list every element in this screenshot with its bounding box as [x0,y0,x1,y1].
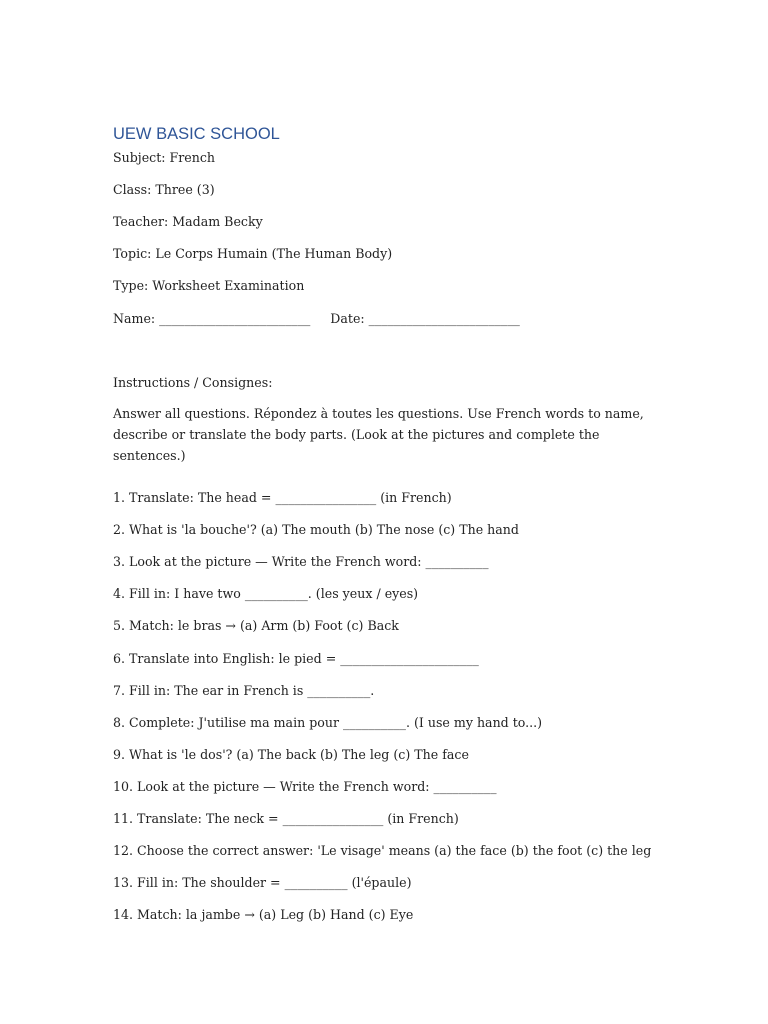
question-9: 9. What is 'le dos'? (a) The back (b) The leg (c) The face [113,747,469,762]
question-14: 14. Match: la jambe → (a) Leg (b) Hand (c) Eye [113,907,414,922]
question-6: 6. Translate into English: le pied = ______________________ [113,651,479,666]
question-11: 11. Translate: The neck = ________________ (in French) [113,811,459,826]
class-line: Class: Three (3) [113,182,215,197]
subject-line: Subject: French [113,150,216,165]
question-3: 3. Look at the picture — Write the French word: __________ [113,554,489,569]
instructions-heading: Instructions / Consignes: [113,375,273,390]
school-title: UEW BASIC SCHOOL [113,125,280,143]
question-2: 2. What is 'la bouche'? (a) The mouth (b) The nose (c) The hand [113,522,519,537]
name-date-line: Name: ________________________ Date: ________________________ [113,311,520,326]
question-12: 12. Choose the correct answer: 'Le visage' means (a) the face (b) the foot (c) the leg [113,843,652,858]
teacher-line: Teacher: Madam Becky [113,214,263,229]
question-4: 4. Fill in: I have two __________. (les yeux / eyes) [113,586,419,601]
question-7: 7. Fill in: The ear in French is __________. [113,683,375,698]
instructions-text: Answer all questions. Répondez à toutes les questions. Use French words to name, describe or translate the body parts. (Look at the pictures and complete the sentences.) [113,406,644,463]
question-8: 8. Complete: J'utilise ma main pour __________. (I use my hand to...) [113,715,543,730]
question-5: 5. Match: le bras → (a) Arm (b) Foot (c) Back [113,618,399,633]
type-line: Type: Worksheet Examination [113,278,305,293]
question-13: 13. Fill in: The shoulder = __________ (l'épaule) [113,875,412,890]
question-10: 10. Look at the picture — Write the French word: __________ [113,779,497,794]
question-1: 1. Translate: The head = ________________ (in French) [113,490,452,505]
topic-line: Topic: Le Corps Humain (The Human Body) [113,246,393,261]
